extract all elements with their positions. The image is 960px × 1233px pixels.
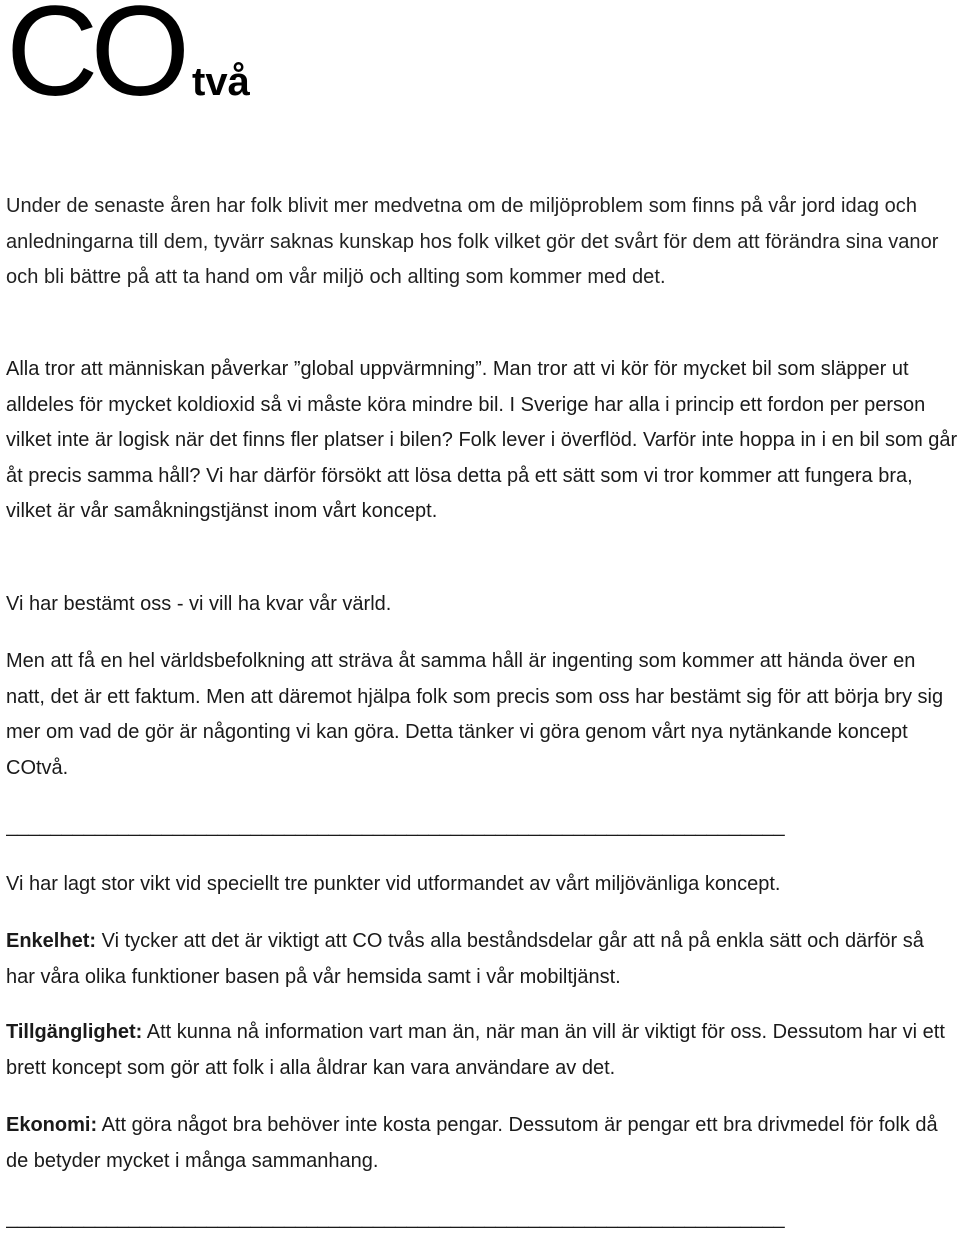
cotva-logo xyxy=(6,0,250,123)
point-term: Ekonomi: xyxy=(6,1114,98,1136)
separator-line: ______________________________________________________________________ xyxy=(6,816,785,837)
point-accessibility xyxy=(6,1015,958,1086)
problem-paragraph: Alla tror att människan påverkar ”global uppvärmning”. Man tror att vi kör för mycket bil som släpper ut alldeles för mycket koldioxid så vi måste köra mindre bil. I Sverige har alla i princip ett fordon per person vilket inte är logisk när det finns fler platser i bilen? Folk lever i överflöd. Varför inte hoppa in i en bil som går åt precis samma håll? Vi har därför försökt att lösa detta på ett sätt som vi tror kommer att fungera bra, vilket är vår samåkningstjänst inom vårt koncept. xyxy=(6,358,958,522)
logo-tva-text: två xyxy=(192,60,250,104)
point-term: Tillgänglighet: xyxy=(6,1021,143,1043)
separator-line: ______________________________________________________________________ xyxy=(6,1208,785,1229)
decision-paragraph: Vi har bestämt oss - vi vill ha kvar vår värld. xyxy=(6,593,392,615)
intro-paragraph: Under de senaste åren har folk blivit mer medvetna om de miljöproblem som finns på vår jord idag och anledningarna till dem, tyvärr saknas kunskap hos folk vilket gör det svårt för dem att förändra sina vanor och bli bättre på att ta hand om vår miljö och allting som kommer med det. xyxy=(6,195,939,288)
point-economy xyxy=(6,1108,958,1179)
logo-co-text: CO xyxy=(6,0,182,123)
point-term: Enkelhet: xyxy=(6,930,97,952)
concept-paragraph: Men att få en hel världsbefolkning att sträva åt samma håll är ingenting som kommer att hända över en natt, det är ett faktum. Men att däremot hjälpa folk som precis som oss har bestämt sig för att börja bry sig mer om vad de gör är någonting vi kan göra. Detta tänker vi göra genom vårt nya nytänkande koncept COtvå. xyxy=(6,650,944,779)
point-text: Att göra något bra behöver inte kosta pengar. Dessutom är pengar ett bra drivmedel för folk då de betyder mycket i många sammanhang. xyxy=(6,1114,938,1172)
point-simplicity xyxy=(6,924,958,995)
point-text: Att kunna nå information vart man än, när man än vill är viktigt för oss. Dessutom har vi ett brett koncept som gör att folk i alla åldrar kan vara användare av det. xyxy=(6,1021,945,1079)
point-text: Vi tycker att det är viktigt att CO tvås alla beståndsdelar går att nå på enkla sätt och därför så har våra olika funktioner basen på vår hemsida samt i vår mobiltjänst. xyxy=(6,930,924,988)
points-intro-paragraph: Vi har lagt stor vikt vid speciellt tre punkter vid utformandet av vårt miljövänliga koncept. xyxy=(6,873,781,895)
